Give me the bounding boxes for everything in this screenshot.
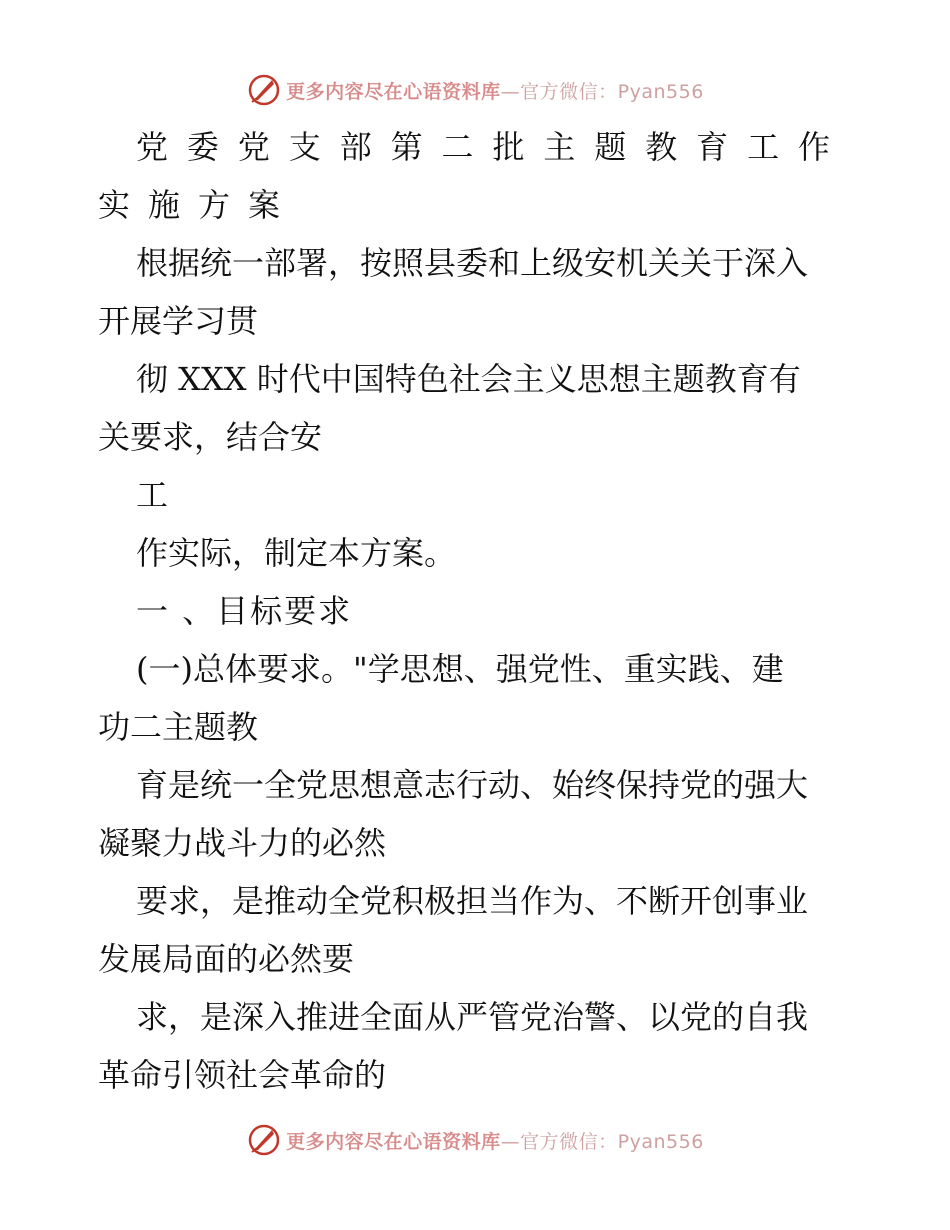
watermark-text (286, 1127, 704, 1154)
title-char: 工 (747, 128, 780, 166)
paragraph-line: 作实际，制定本方案。 (136, 534, 457, 572)
header-watermark (0, 70, 950, 110)
document-body (98, 118, 858, 1104)
title-char: 党 (237, 128, 270, 166)
paragraph-line: 求，是深入推进全面从严管党治警、以党的自我 (136, 998, 809, 1036)
title-char: 二 (441, 128, 474, 166)
doc-title-line-1 (98, 118, 830, 176)
paragraph-line: 工 (136, 476, 169, 514)
watermark-text (286, 77, 704, 104)
watermark-bold: 更多内容尽在心语资料库 (286, 80, 501, 103)
section-heading: 一 、目标要求 (136, 592, 353, 630)
paragraph-line: 根据统一部署，按照县委和上级安机关关于深入 (136, 244, 809, 282)
paragraph-line: 彻 XXX 时代中国特色社会主义思想主题教育有 (136, 360, 801, 398)
quill-logo-icon (246, 72, 282, 108)
title-char: 部 (339, 128, 372, 166)
paragraph-line: 凝聚力战斗力的必然 (98, 824, 387, 862)
title-char: 党 (136, 128, 169, 166)
doc-title-line-2: 实施方案 (98, 186, 299, 224)
title-char: 作 (797, 128, 830, 166)
title-char: 批 (492, 128, 525, 166)
title-char: 教 (645, 128, 678, 166)
paragraph-line: 开展学习贯 (98, 302, 259, 340)
title-char: 主 (543, 128, 576, 166)
watermark-rest: —官方微信：Pyan556 (500, 1130, 704, 1153)
quill-logo-icon (246, 1122, 282, 1158)
paragraph-line: 革命引领社会革命的 (98, 1056, 387, 1094)
title-char: 支 (288, 128, 321, 166)
title-char: 委 (186, 128, 219, 166)
paragraph-line: (一)总体要求。"学思想、强党性、重实践、建 (136, 650, 784, 688)
footer-watermark (0, 1120, 950, 1160)
paragraph-line: 关要求，结合安 (98, 418, 323, 456)
title-char: 第 (390, 128, 423, 166)
watermark-bold: 更多内容尽在心语资料库 (286, 1130, 501, 1153)
paragraph-line: 功二主题教 (98, 708, 259, 746)
paragraph-line: 发展局面的必然要 (98, 940, 355, 978)
title-char: 题 (594, 128, 627, 166)
paragraph-line: 要求，是推动全党积极担当作为、不断开创事业 (136, 882, 809, 920)
title-char: 育 (696, 128, 729, 166)
watermark-rest: —官方微信：Pyan556 (500, 80, 704, 103)
paragraph-line: 育是统一全党思想意志行动、始终保持党的强大 (136, 766, 809, 804)
